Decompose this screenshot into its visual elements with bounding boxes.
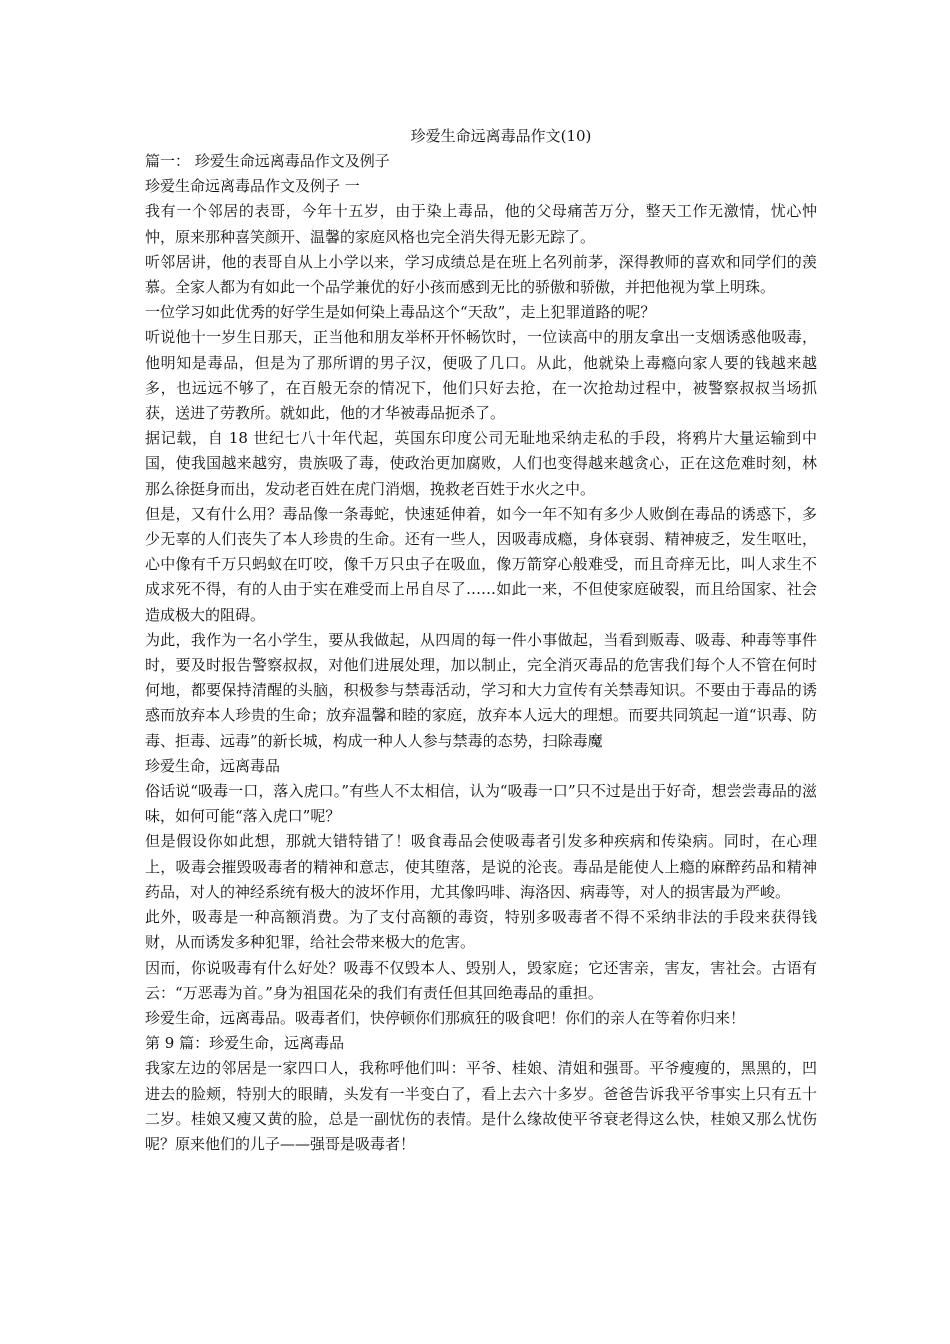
body-paragraph: 珍爱生命，远离毒品。吸毒者们，快停顿你们那疯狂的吸食吧！你们的亲人在等着你归来！ xyxy=(145,1008,746,1027)
section-heading: 珍爱生命，远离毒品 xyxy=(145,756,281,775)
body-paragraph: 俗话说“吸毒一口，落入虎口。”有些人不太相信，认为“吸毒一口”只不过是出于好奇，想尝尝毒品的滋味，如何可能“落入虎口”呢？ xyxy=(145,782,817,826)
section-heading: 珍爱生命远离毒品作文及例子 一 xyxy=(145,177,360,196)
body-paragraph: 但是假设你如此想，那就大错特错了！吸食毒品会使吸毒者引发多种疾病和传染病。同时，在心理上，吸毒会摧毁吸毒者的精神和意志，使其堕落，是说的沦丧。毒品是能使人上瘾的麻醉药品和精神药品，对人的神经系统有极大的波坏作用，尤其像吗啡、海洛因、病毒等，对人的损害最为严峻。 xyxy=(145,832,817,901)
body-paragraph: 此外，吸毒是一种高额消费。为了支付高额的毒资，特别多吸毒者不得不采纳非法的手段来获得钱财，从而诱发多种犯罪，给社会带来极大的危害。 xyxy=(145,908,817,952)
body-paragraph: 我有一个邻居的表哥，今年十五岁，由于染上毒品，他的父母痛苦万分，整天工作无激情，忧心忡忡，原来那种喜笑颜开、温馨的家庭风格也完全消失得无影无踪了。 xyxy=(145,202,817,246)
body-paragraph: 据记载，自 18 世纪七八十年代起，英国东印度公司无耻地采纳走私的手段，将鸦片大量运输到中国，使我国越来越穷，贵族吸了毒，使政治更加腐败，人们也变得越来越贪心，正在这危难时刻，林那么徐挺身而出，发动老百姓在虎门消烟，挽救老百姓于水火之中。 xyxy=(145,429,817,498)
body-paragraph: 我家左边的邻居是一家四口人，我称呼他们叫：平爷、桂娘、清姐和强哥。平爷瘦瘦的，黑黑的，凹进去的脸颊，特别大的眼睛，头发有一半变白了，看上去六十多岁。爸爸告诉我平爷事实上只有五十二岁。桂娘又瘦又黄的脸，总是一副忧伤的表情。是什么缘故使平爷衰老得这么快，桂娘又那么忧伤呢？原来他们的儿子——强哥是吸毒者！ xyxy=(145,1059,817,1153)
body-paragraph: 因而，你说吸毒有什么好处？吸毒不仅毁本人、毁别人，毁家庭；它还害亲，害友，害社会。古语有云：“万恶毒为首。”身为祖国花朵的我们有责任但其回绝毒品的重担。 xyxy=(145,958,817,1002)
document-page xyxy=(145,125,817,1157)
document-title: 珍爱生命远离毒品作文(10) xyxy=(410,127,592,145)
body-paragraph: 听邻居讲，他的表哥自从上小学以来，学习成绩总是在班上名列前茅，深得教师的喜欢和同学们的羡慕。全家人都为有如此一个品学兼优的好小孩而感到无比的骄傲和骄傲，并把他视为掌上明珠。 xyxy=(145,252,817,297)
section-heading: 第 9 篇：珍爱生命，远离毒品 xyxy=(145,1034,345,1053)
document-body xyxy=(145,149,817,1157)
body-paragraph: 但是，又有什么用？毒品像一条毒蛇，快速延伸着，如今一年不知有多少人败倒在毒品的诱惑下，多少无辜的人们丧失了本人珍贵的生命。还有一些人，因吸毒成瘾，身体衰弱、精神疲乏，发生呕吐，心中像有千万只蚂蚁在叮咬，像千万只虫子在吸血，像万箭穿心般难受，而且奇痒无比，叫人求生不成求死不得，有的人由于实在难受而上吊自尽了……如此一来，不但使家庭破裂，而且给国家、社会造成极大的阻碍。 xyxy=(145,504,817,624)
body-paragraph: 为此，我作为一名小学生，要从我做起，从四周的每一件小事做起，当看到贩毒、吸毒、种毒等事件时，要及时报告警察叔叔，对他们进展处理，加以制止，完全消灭毒品的危害我们每个人不管在何时何地，都要保持清醒的头脑，积极参与禁毒活动，学习和大力宣传有关禁毒知识。不要由于毒品的诱惑而放弃本人珍贵的生命；放弃温馨和睦的家庭，放弃本人远大的理想。而要共同筑起一道“识毒、防毒、拒毒、远毒”的新长城，构成一种人人参与禁毒的态势，扫除毒魔 xyxy=(145,630,817,750)
section-heading: 篇一： 珍爱生命远离毒品作文及例子 xyxy=(145,152,390,170)
body-paragraph: 听说他十一岁生日那天，正当他和朋友举杯开怀畅饮时，一位读高中的朋友拿出一支烟诱惑他吸毒，他明知是毒品，但是为了那所谓的男子汉，便吸了几口。从此，他就染上毒瘾向家人要的钱越来越多，也远远不够了，在百般无奈的情况下，他们只好去抢，在一次抢劫过程中，被警察叔叔当场抓获，送进了劳教所。就如此，他的才华被毒品扼杀了。 xyxy=(145,328,817,423)
body-paragraph: 一位学习如此优秀的好学生是如何染上毒品这个“天敌”，走上犯罪道路的呢？ xyxy=(145,303,656,322)
